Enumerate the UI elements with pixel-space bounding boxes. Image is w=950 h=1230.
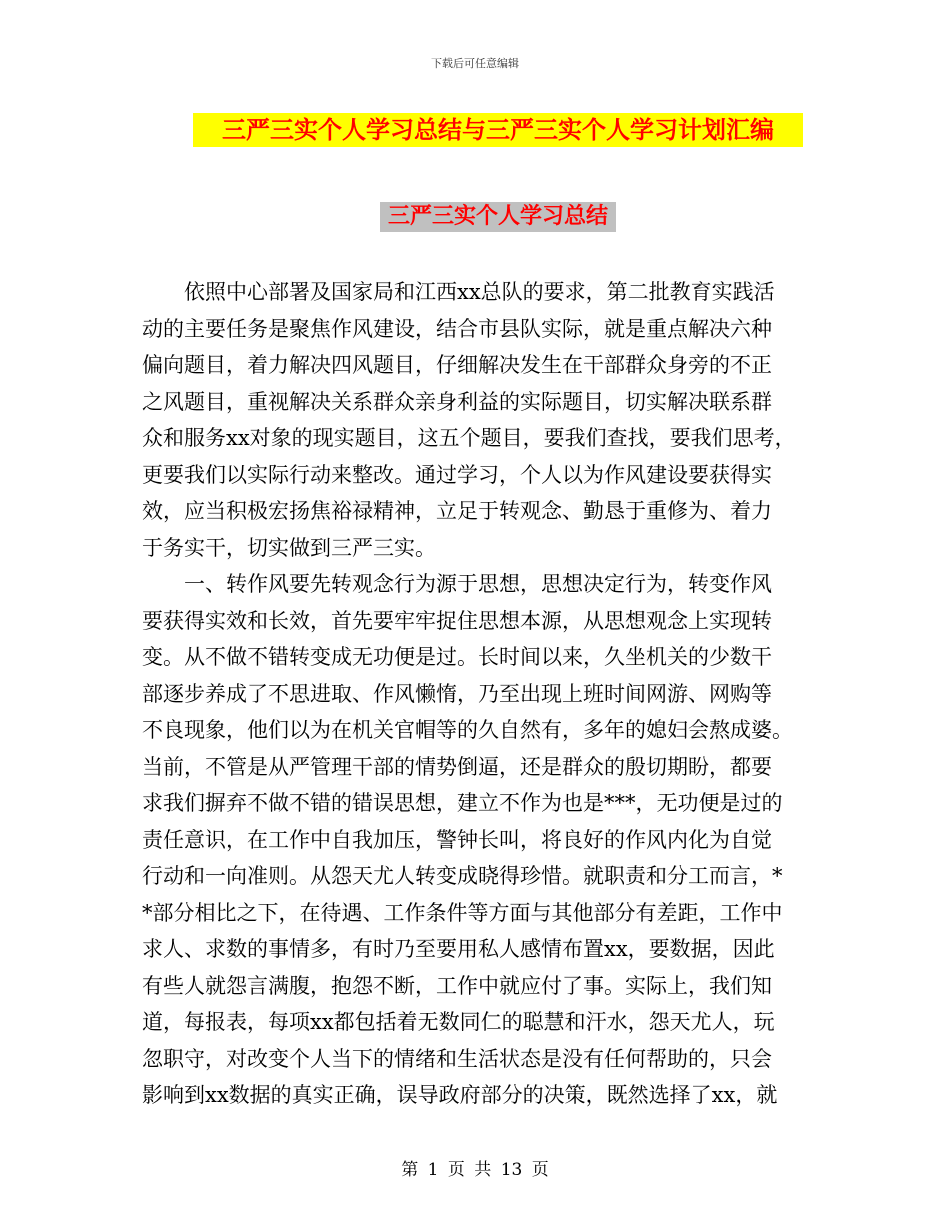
- text-line: 众和服务xx对象的现实题目，这五个题目，要我们查找，要我们思考，: [142, 426, 796, 450]
- body-text: [142, 274, 808, 1114]
- text-line: 忽职守，对改变个人当下的情绪和生活状态是没有任何帮助的，只会: [142, 1046, 772, 1071]
- text-line: 变。从不做不错转变成无功便是过。长时间以来，久坐机关的少数干: [142, 645, 772, 669]
- text-line: 动的主要任务是聚焦作风建设，结合市县队实际，就是重点解决六种: [142, 316, 772, 341]
- sub-title: 三严三实个人学习总结: [380, 202, 616, 232]
- main-title: 三严三实个人学习总结与三严三实个人学习计划汇编: [193, 113, 803, 147]
- page-footer: 第 1 页 共 13 页: [401, 1160, 549, 1180]
- text-line: 当前，不管是从严管理干部的情势倒逼，还是群众的殷切期盼，都要: [142, 754, 772, 779]
- text-line: 更要我们以实际行动来整改。通过学习，个人以为作风建设要获得实: [142, 462, 772, 487]
- text-line: *部分相比之下，在待遇、工作条件等方面与其他部分有差距，工作中: [142, 900, 783, 925]
- header-note: 下载后可任意编辑: [431, 57, 519, 70]
- text-line: 道，每报表，每项xx都包括着无数同仁的聪慧和汗水，怨天尤人，玩: [142, 1010, 775, 1034]
- text-line: 责任意识，在工作中自我加压，警钟长叫，将良好的作风内化为自觉: [142, 827, 772, 852]
- text-line: 一、转作风要先转观念行为源于思想，思想决定行为，转变作风: [142, 572, 772, 596]
- text-line: 有些人就怨言满腹，抱怨不断，工作中就应付了事。实际上，我们知: [142, 973, 772, 998]
- text-line: 偏向题目，着力解决四风题目，仔细解决发生在干部群众身旁的不正: [142, 353, 772, 377]
- text-line: 要获得实效和长效，首先要牢牢捉住思想本源，从思想观念上实现转: [142, 608, 772, 633]
- text-line: 影响到xx数据的真实正确，误导政府部分的决策，既然选择了xx，就: [142, 1083, 778, 1107]
- text-line: 之风题目，重视解决关系群众亲身利益的实际题目，切实解决联系群: [142, 389, 772, 414]
- text-line: 行动和一向准则。从怨天尤人转变成晓得珍惜。就职责和分工而言，*: [142, 864, 783, 888]
- text-line: 不良现象，他们以为在机关官帽等的久自然有，多年的媳妇会熬成婆。: [142, 718, 793, 742]
- text-line: 部逐步养成了不思进取、作风懒惰，乃至出现上班时间网游、网购等: [142, 681, 772, 706]
- text-line: 依照中心部署及国家局和江西xx总队的要求，第二批教育实践活: [142, 280, 775, 304]
- text-line: 于务实干，切实做到三严三实。: [142, 535, 436, 560]
- text-line: 求人、求数的事情多，有时乃至要用私人感情布置xx，要数据，因此: [142, 937, 775, 961]
- text-line: 效，应当积极宏扬焦裕禄精神，立足于转观念、勤恳于重修为、着力: [142, 499, 772, 523]
- text-line: 求我们摒弃不做不错的错误思想，建立不作为也是***，无功便是过的: [142, 791, 783, 815]
